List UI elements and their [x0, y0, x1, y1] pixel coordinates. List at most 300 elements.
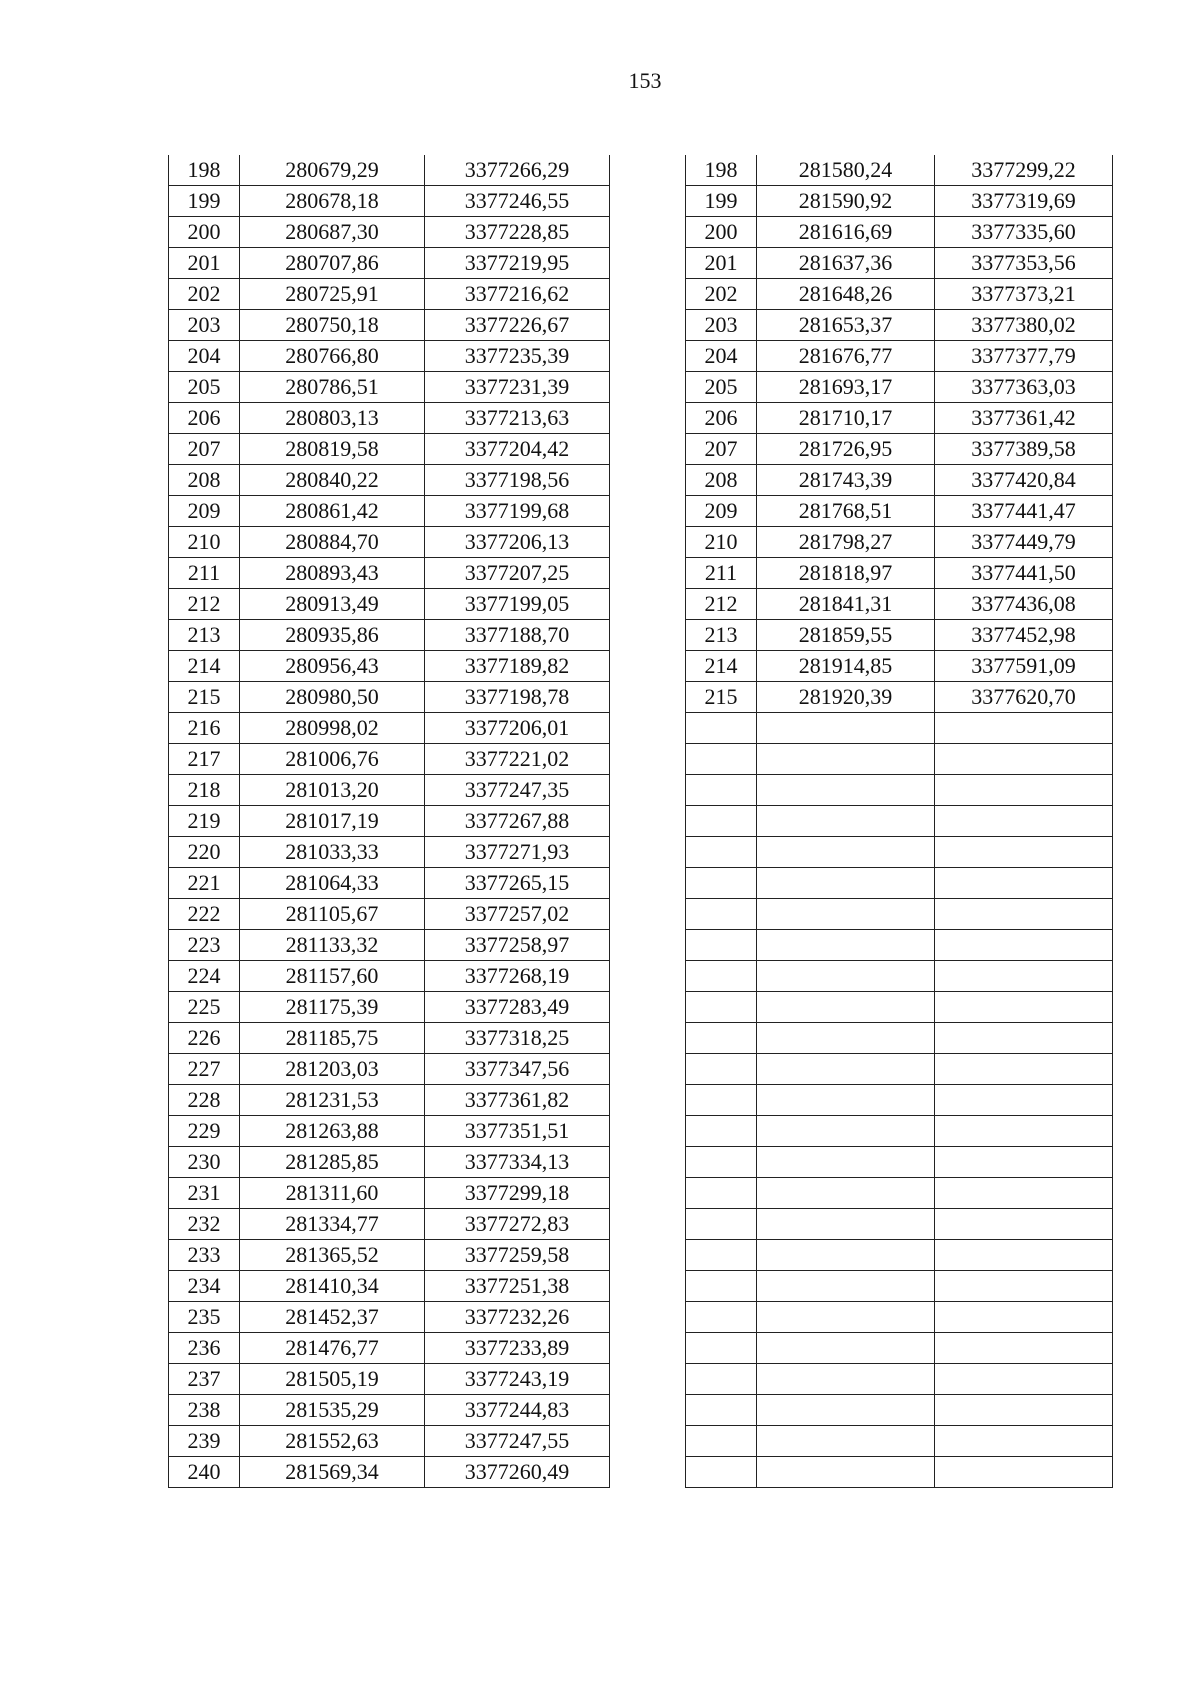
- y-coordinate-cell: 3377228,85: [425, 217, 610, 248]
- point-number-cell: 234: [169, 1271, 240, 1302]
- y-coordinate-cell: 3377265,15: [425, 868, 610, 899]
- x-coordinate-cell: 281693,17: [757, 372, 935, 403]
- y-coordinate-cell: 3377235,39: [425, 341, 610, 372]
- x-coordinate-cell: 281006,76: [240, 744, 425, 775]
- table-row: [686, 434, 1113, 465]
- x-coordinate-cell: [757, 1271, 935, 1302]
- y-coordinate-cell: [935, 1395, 1113, 1426]
- x-coordinate-cell: 281859,55: [757, 620, 935, 651]
- y-coordinate-cell: 3377620,70: [935, 682, 1113, 713]
- y-coordinate-cell: [935, 744, 1113, 775]
- x-coordinate-cell: [757, 1333, 935, 1364]
- x-coordinate-cell: 280935,86: [240, 620, 425, 651]
- table-row: [169, 713, 610, 744]
- table-row: [169, 992, 610, 1023]
- y-coordinate-cell: [935, 1147, 1113, 1178]
- x-coordinate-cell: 280980,50: [240, 682, 425, 713]
- point-number-cell: 215: [169, 682, 240, 713]
- table-row: [169, 775, 610, 806]
- point-number-cell: 212: [686, 589, 757, 620]
- x-coordinate-cell: [757, 899, 935, 930]
- y-coordinate-cell: 3377189,82: [425, 651, 610, 682]
- table-row: [169, 248, 610, 279]
- x-coordinate-cell: 280840,22: [240, 465, 425, 496]
- x-coordinate-cell: 281285,85: [240, 1147, 425, 1178]
- table-row: [686, 217, 1113, 248]
- x-coordinate-cell: [757, 1302, 935, 1333]
- y-coordinate-cell: 3377271,93: [425, 837, 610, 868]
- x-coordinate-cell: 281017,19: [240, 806, 425, 837]
- x-coordinate-cell: [757, 961, 935, 992]
- table-row: [169, 806, 610, 837]
- x-coordinate-cell: 281476,77: [240, 1333, 425, 1364]
- table-row: [686, 310, 1113, 341]
- point-number-cell: [686, 1147, 757, 1178]
- y-coordinate-cell: 3377206,01: [425, 713, 610, 744]
- y-coordinate-cell: 3377449,79: [935, 527, 1113, 558]
- table-row: [686, 961, 1113, 992]
- point-number-cell: 210: [686, 527, 757, 558]
- table-row: [169, 372, 610, 403]
- y-coordinate-cell: [935, 1426, 1113, 1457]
- table-row: [686, 868, 1113, 899]
- point-number-cell: [686, 899, 757, 930]
- table-row: [686, 496, 1113, 527]
- y-coordinate-cell: [935, 1457, 1113, 1488]
- table-row: [169, 1054, 610, 1085]
- point-number-cell: 213: [169, 620, 240, 651]
- y-coordinate-cell: 3377258,97: [425, 930, 610, 961]
- point-number-cell: 205: [686, 372, 757, 403]
- x-coordinate-cell: 281648,26: [757, 279, 935, 310]
- table-row: [686, 1271, 1113, 1302]
- x-coordinate-cell: 280884,70: [240, 527, 425, 558]
- y-coordinate-cell: 3377206,13: [425, 527, 610, 558]
- x-coordinate-cell: 281175,39: [240, 992, 425, 1023]
- table-row: [169, 434, 610, 465]
- y-coordinate-cell: 3377233,89: [425, 1333, 610, 1364]
- table-row: [169, 496, 610, 527]
- x-coordinate-cell: [757, 992, 935, 1023]
- table-row: [169, 1178, 610, 1209]
- x-coordinate-cell: [757, 806, 935, 837]
- x-coordinate-cell: [757, 1240, 935, 1271]
- table-row: [686, 837, 1113, 868]
- x-coordinate-cell: 281033,33: [240, 837, 425, 868]
- table-row: [686, 651, 1113, 682]
- y-coordinate-cell: 3377243,19: [425, 1364, 610, 1395]
- x-coordinate-cell: 280707,86: [240, 248, 425, 279]
- x-coordinate-cell: 281818,97: [757, 558, 935, 589]
- y-coordinate-cell: 3377420,84: [935, 465, 1113, 496]
- x-coordinate-cell: 280893,43: [240, 558, 425, 589]
- point-number-cell: 217: [169, 744, 240, 775]
- point-number-cell: 213: [686, 620, 757, 651]
- x-coordinate-cell: 281185,75: [240, 1023, 425, 1054]
- table-row: [169, 1116, 610, 1147]
- point-number-cell: [686, 1240, 757, 1271]
- table-row: [686, 589, 1113, 620]
- point-number-cell: 215: [686, 682, 757, 713]
- point-number-cell: 233: [169, 1240, 240, 1271]
- coordinates-table-right-body: [686, 155, 1113, 1488]
- point-number-cell: 209: [169, 496, 240, 527]
- x-coordinate-cell: 281798,27: [757, 527, 935, 558]
- point-number-cell: 209: [686, 496, 757, 527]
- point-number-cell: [686, 992, 757, 1023]
- table-row: [169, 744, 610, 775]
- x-coordinate-cell: [757, 1457, 935, 1488]
- point-number-cell: [686, 775, 757, 806]
- x-coordinate-cell: 281637,36: [757, 248, 935, 279]
- point-number-cell: 219: [169, 806, 240, 837]
- table-row: [169, 868, 610, 899]
- table-row: [169, 527, 610, 558]
- x-coordinate-cell: 281263,88: [240, 1116, 425, 1147]
- table-row: [686, 992, 1113, 1023]
- point-number-cell: 222: [169, 899, 240, 930]
- point-number-cell: 204: [686, 341, 757, 372]
- y-coordinate-cell: 3377216,62: [425, 279, 610, 310]
- y-coordinate-cell: [935, 1302, 1113, 1333]
- x-coordinate-cell: 281580,24: [757, 155, 935, 186]
- x-coordinate-cell: [757, 1085, 935, 1116]
- x-coordinate-cell: 281676,77: [757, 341, 935, 372]
- point-number-cell: 202: [686, 279, 757, 310]
- table-row: [686, 1457, 1113, 1488]
- point-number-cell: [686, 961, 757, 992]
- point-number-cell: [686, 1271, 757, 1302]
- point-number-cell: 200: [169, 217, 240, 248]
- y-coordinate-cell: 3377441,47: [935, 496, 1113, 527]
- x-coordinate-cell: 281231,53: [240, 1085, 425, 1116]
- point-number-cell: 207: [686, 434, 757, 465]
- point-number-cell: 235: [169, 1302, 240, 1333]
- coordinates-table-right: [685, 155, 1113, 1488]
- table-row: [169, 465, 610, 496]
- table-row: [686, 899, 1113, 930]
- table-row: [686, 1240, 1113, 1271]
- x-coordinate-cell: 280679,29: [240, 155, 425, 186]
- page-number: 153: [628, 68, 662, 93]
- y-coordinate-cell: [935, 713, 1113, 744]
- table-row: [686, 806, 1113, 837]
- x-coordinate-cell: 281157,60: [240, 961, 425, 992]
- point-number-cell: 202: [169, 279, 240, 310]
- y-coordinate-cell: 3377231,39: [425, 372, 610, 403]
- table-row: [169, 589, 610, 620]
- y-coordinate-cell: 3377318,25: [425, 1023, 610, 1054]
- table-row: [686, 1116, 1113, 1147]
- point-number-cell: 225: [169, 992, 240, 1023]
- x-coordinate-cell: 281914,85: [757, 651, 935, 682]
- point-number-cell: 221: [169, 868, 240, 899]
- y-coordinate-cell: 3377353,56: [935, 248, 1113, 279]
- point-number-cell: 224: [169, 961, 240, 992]
- point-number-cell: 230: [169, 1147, 240, 1178]
- y-coordinate-cell: 3377299,22: [935, 155, 1113, 186]
- point-number-cell: [686, 1209, 757, 1240]
- y-coordinate-cell: 3377361,82: [425, 1085, 610, 1116]
- y-coordinate-cell: 3377272,83: [425, 1209, 610, 1240]
- table-row: [169, 1395, 610, 1426]
- table-row: [169, 310, 610, 341]
- y-coordinate-cell: 3377351,51: [425, 1116, 610, 1147]
- point-number-cell: [686, 713, 757, 744]
- point-number-cell: [686, 868, 757, 899]
- coordinates-table-left-body: [169, 155, 610, 1488]
- y-coordinate-cell: [935, 1023, 1113, 1054]
- y-coordinate-cell: 3377319,69: [935, 186, 1113, 217]
- point-number-cell: 231: [169, 1178, 240, 1209]
- y-coordinate-cell: [935, 1364, 1113, 1395]
- y-coordinate-cell: 3377219,95: [425, 248, 610, 279]
- point-number-cell: [686, 1426, 757, 1457]
- y-coordinate-cell: 3377199,05: [425, 589, 610, 620]
- x-coordinate-cell: 281410,34: [240, 1271, 425, 1302]
- x-coordinate-cell: 281133,32: [240, 930, 425, 961]
- y-coordinate-cell: 3377334,13: [425, 1147, 610, 1178]
- x-coordinate-cell: 281064,33: [240, 868, 425, 899]
- table-row: [169, 279, 610, 310]
- y-coordinate-cell: 3377441,50: [935, 558, 1113, 589]
- table-row: [686, 403, 1113, 434]
- x-coordinate-cell: 280725,91: [240, 279, 425, 310]
- y-coordinate-cell: 3377232,26: [425, 1302, 610, 1333]
- point-number-cell: [686, 1023, 757, 1054]
- point-number-cell: 203: [169, 310, 240, 341]
- x-coordinate-cell: [757, 930, 935, 961]
- point-number-cell: [686, 1302, 757, 1333]
- y-coordinate-cell: 3377267,88: [425, 806, 610, 837]
- point-number-cell: 203: [686, 310, 757, 341]
- point-number-cell: 214: [686, 651, 757, 682]
- table-row: [169, 651, 610, 682]
- table-row: [169, 961, 610, 992]
- table-row: [686, 279, 1113, 310]
- point-number-cell: 223: [169, 930, 240, 961]
- table-row: [169, 558, 610, 589]
- table-row: [169, 620, 610, 651]
- table-row: [686, 1023, 1113, 1054]
- y-coordinate-cell: [935, 1178, 1113, 1209]
- x-coordinate-cell: 280766,80: [240, 341, 425, 372]
- y-coordinate-cell: 3377380,02: [935, 310, 1113, 341]
- x-coordinate-cell: 281726,95: [757, 434, 935, 465]
- point-number-cell: 226: [169, 1023, 240, 1054]
- x-coordinate-cell: 281535,29: [240, 1395, 425, 1426]
- x-coordinate-cell: 280803,13: [240, 403, 425, 434]
- table-row: [686, 465, 1113, 496]
- table-row: [686, 527, 1113, 558]
- point-number-cell: [686, 744, 757, 775]
- table-row: [686, 1209, 1113, 1240]
- x-coordinate-cell: 281616,69: [757, 217, 935, 248]
- x-coordinate-cell: 280687,30: [240, 217, 425, 248]
- point-number-cell: 237: [169, 1364, 240, 1395]
- x-coordinate-cell: 281920,39: [757, 682, 935, 713]
- table-row: [169, 155, 610, 186]
- x-coordinate-cell: 280956,43: [240, 651, 425, 682]
- point-number-cell: 199: [686, 186, 757, 217]
- y-coordinate-cell: [935, 868, 1113, 899]
- x-coordinate-cell: [757, 868, 935, 899]
- point-number-cell: 200: [686, 217, 757, 248]
- x-coordinate-cell: [757, 837, 935, 868]
- x-coordinate-cell: [757, 1178, 935, 1209]
- point-number-cell: 211: [686, 558, 757, 589]
- table-row: [169, 1023, 610, 1054]
- y-coordinate-cell: 3377247,55: [425, 1426, 610, 1457]
- point-number-cell: 198: [686, 155, 757, 186]
- table-row: [169, 1147, 610, 1178]
- y-coordinate-cell: 3377207,25: [425, 558, 610, 589]
- table-row: [169, 682, 610, 713]
- table-row: [686, 713, 1113, 744]
- y-coordinate-cell: 3377198,56: [425, 465, 610, 496]
- table-row: [169, 837, 610, 868]
- y-coordinate-cell: 3377299,18: [425, 1178, 610, 1209]
- table-row: [686, 248, 1113, 279]
- table-row: [686, 1147, 1113, 1178]
- x-coordinate-cell: [757, 713, 935, 744]
- y-coordinate-cell: 3377389,58: [935, 434, 1113, 465]
- y-coordinate-cell: 3377226,67: [425, 310, 610, 341]
- point-number-cell: 229: [169, 1116, 240, 1147]
- x-coordinate-cell: 281105,67: [240, 899, 425, 930]
- x-coordinate-cell: 281203,03: [240, 1054, 425, 1085]
- table-row: [686, 155, 1113, 186]
- point-number-cell: 199: [169, 186, 240, 217]
- table-row: [686, 372, 1113, 403]
- y-coordinate-cell: 3377221,02: [425, 744, 610, 775]
- point-number-cell: 238: [169, 1395, 240, 1426]
- table-row: [686, 930, 1113, 961]
- y-coordinate-cell: [935, 1333, 1113, 1364]
- coordinates-table-left: [168, 155, 610, 1488]
- y-coordinate-cell: 3377247,35: [425, 775, 610, 806]
- table-row: [686, 620, 1113, 651]
- point-number-cell: [686, 1178, 757, 1209]
- table-row: [169, 1426, 610, 1457]
- point-number-cell: 239: [169, 1426, 240, 1457]
- table-row: [169, 930, 610, 961]
- y-coordinate-cell: [935, 961, 1113, 992]
- x-coordinate-cell: [757, 1364, 935, 1395]
- y-coordinate-cell: 3377213,63: [425, 403, 610, 434]
- y-coordinate-cell: 3377268,19: [425, 961, 610, 992]
- y-coordinate-cell: 3377347,56: [425, 1054, 610, 1085]
- point-number-cell: 198: [169, 155, 240, 186]
- y-coordinate-cell: 3377198,78: [425, 682, 610, 713]
- table-row: [686, 1302, 1113, 1333]
- x-coordinate-cell: 281311,60: [240, 1178, 425, 1209]
- table-row: [169, 1209, 610, 1240]
- y-coordinate-cell: 3377204,42: [425, 434, 610, 465]
- y-coordinate-cell: 3377436,08: [935, 589, 1113, 620]
- table-row: [686, 1054, 1113, 1085]
- x-coordinate-cell: 281653,37: [757, 310, 935, 341]
- table-row: [686, 186, 1113, 217]
- x-coordinate-cell: [757, 1054, 935, 1085]
- x-coordinate-cell: [757, 744, 935, 775]
- point-number-cell: 227: [169, 1054, 240, 1085]
- point-number-cell: [686, 1116, 757, 1147]
- point-number-cell: [686, 1085, 757, 1116]
- x-coordinate-cell: 280750,18: [240, 310, 425, 341]
- point-number-cell: 201: [169, 248, 240, 279]
- x-coordinate-cell: [757, 1426, 935, 1457]
- x-coordinate-cell: 280819,58: [240, 434, 425, 465]
- point-number-cell: 204: [169, 341, 240, 372]
- x-coordinate-cell: [757, 1209, 935, 1240]
- table-row: [169, 1271, 610, 1302]
- y-coordinate-cell: [935, 1240, 1113, 1271]
- x-coordinate-cell: 280998,02: [240, 713, 425, 744]
- point-number-cell: 205: [169, 372, 240, 403]
- y-coordinate-cell: [935, 775, 1113, 806]
- y-coordinate-cell: 3377363,03: [935, 372, 1113, 403]
- table-row: [686, 682, 1113, 713]
- point-number-cell: [686, 930, 757, 961]
- x-coordinate-cell: [757, 775, 935, 806]
- x-coordinate-cell: [757, 1395, 935, 1426]
- point-number-cell: 210: [169, 527, 240, 558]
- x-coordinate-cell: 281841,31: [757, 589, 935, 620]
- table-row: [686, 1426, 1113, 1457]
- point-number-cell: 211: [169, 558, 240, 589]
- table-row: [686, 558, 1113, 589]
- y-coordinate-cell: [935, 806, 1113, 837]
- point-number-cell: [686, 1395, 757, 1426]
- table-row: [169, 1085, 610, 1116]
- table-row: [686, 744, 1113, 775]
- table-row: [686, 1178, 1113, 1209]
- table-row: [169, 186, 610, 217]
- y-coordinate-cell: [935, 1209, 1113, 1240]
- x-coordinate-cell: 281365,52: [240, 1240, 425, 1271]
- y-coordinate-cell: 3377246,55: [425, 186, 610, 217]
- x-coordinate-cell: 280861,42: [240, 496, 425, 527]
- table-row: [169, 403, 610, 434]
- y-coordinate-cell: [935, 899, 1113, 930]
- x-coordinate-cell: 281743,39: [757, 465, 935, 496]
- table-row: [169, 899, 610, 930]
- table-row: [169, 1333, 610, 1364]
- y-coordinate-cell: [935, 1116, 1113, 1147]
- y-coordinate-cell: 3377283,49: [425, 992, 610, 1023]
- y-coordinate-cell: 3377199,68: [425, 496, 610, 527]
- x-coordinate-cell: 280786,51: [240, 372, 425, 403]
- y-coordinate-cell: [935, 1085, 1113, 1116]
- x-coordinate-cell: 280678,18: [240, 186, 425, 217]
- x-coordinate-cell: 281452,37: [240, 1302, 425, 1333]
- y-coordinate-cell: 3377591,09: [935, 651, 1113, 682]
- x-coordinate-cell: [757, 1023, 935, 1054]
- x-coordinate-cell: 281590,92: [757, 186, 935, 217]
- table-row: [686, 1364, 1113, 1395]
- point-number-cell: [686, 1364, 757, 1395]
- point-number-cell: [686, 806, 757, 837]
- y-coordinate-cell: 3377188,70: [425, 620, 610, 651]
- point-number-cell: [686, 1457, 757, 1488]
- point-number-cell: 220: [169, 837, 240, 868]
- table-row: [169, 1240, 610, 1271]
- y-coordinate-cell: 3377361,42: [935, 403, 1113, 434]
- y-coordinate-cell: [935, 1054, 1113, 1085]
- point-number-cell: 228: [169, 1085, 240, 1116]
- table-row: [686, 1395, 1113, 1426]
